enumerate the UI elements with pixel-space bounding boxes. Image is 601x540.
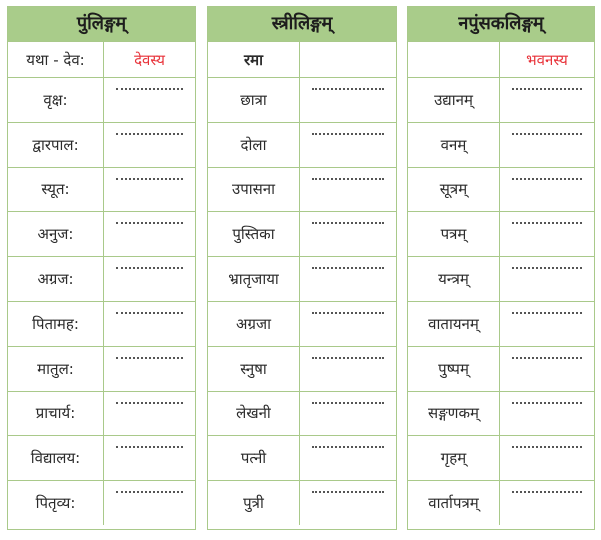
dotted-line: [116, 88, 183, 90]
dotted-line: [116, 446, 183, 448]
dotted-line: [312, 178, 384, 180]
feminine-answer-blank[interactable]: [300, 212, 396, 256]
dotted-line: [312, 402, 384, 404]
feminine-answer-blank[interactable]: [300, 347, 396, 391]
dotted-line: [512, 178, 582, 180]
masculine-word-row: [8, 167, 195, 212]
neuter-answer-blank[interactable]: [500, 257, 594, 301]
dotted-line: [512, 312, 582, 314]
dotted-line: [312, 88, 384, 90]
neuter-word: पुष्पम्: [408, 347, 500, 391]
feminine-example-row: [208, 41, 396, 77]
feminine-word-row: [208, 256, 396, 301]
masculine-word: मातुल:: [8, 347, 104, 391]
dotted-line: [312, 222, 384, 224]
masculine-example-row: [8, 41, 195, 77]
dotted-line: [116, 491, 183, 493]
masculine-word: द्वारपाल:: [8, 123, 104, 167]
neuter-word: पत्रम्: [408, 212, 500, 256]
feminine-word-row: [208, 391, 396, 436]
neuter-word: उद्यानम्: [408, 78, 500, 122]
neuter-word: वार्तापत्रम्: [408, 481, 500, 525]
neuter-answer-blank[interactable]: [500, 481, 594, 525]
neuter-word: सङ्गणकम्: [408, 392, 500, 436]
dotted-line: [512, 357, 582, 359]
masculine-word-row: [8, 256, 195, 301]
feminine-table: [207, 6, 397, 530]
feminine-word-row: [208, 435, 396, 480]
feminine-answer-blank[interactable]: [300, 436, 396, 480]
masculine-word-row: [8, 435, 195, 480]
neuter-example-answer: भवनस्य: [526, 50, 568, 69]
feminine-word-row: [208, 301, 396, 346]
masculine-answer-blank[interactable]: [104, 302, 195, 346]
feminine-word-row: [208, 346, 396, 391]
neuter-word: यन्त्रम्: [408, 257, 500, 301]
masculine-answer-blank[interactable]: [104, 347, 195, 391]
dotted-line: [312, 446, 384, 448]
masculine-word: वृक्ष:: [8, 78, 104, 122]
masculine-answer-blank[interactable]: [104, 481, 195, 525]
dotted-line: [116, 357, 183, 359]
masculine-word: स्यूत:: [8, 168, 104, 212]
feminine-word: अग्रजा: [208, 302, 300, 346]
masculine-word: अनुज:: [8, 212, 104, 256]
masculine-word-row: [8, 391, 195, 436]
masculine-example-word: यथा - देव:: [8, 42, 104, 77]
neuter-answer-blank[interactable]: [500, 212, 594, 256]
masculine-table: [7, 6, 196, 530]
masculine-example-answer-cell: [104, 42, 195, 77]
feminine-word: पुत्री: [208, 481, 300, 525]
feminine-example-answer: [300, 42, 396, 77]
neuter-word-row: [408, 256, 594, 301]
dotted-line: [512, 491, 582, 493]
neuter-word-row: [408, 435, 594, 480]
dotted-line: [116, 402, 183, 404]
masculine-word: प्राचार्य:: [8, 392, 104, 436]
feminine-word-row: [208, 77, 396, 122]
masculine-header: पुंलिङ्गम्: [8, 7, 195, 41]
dotted-line: [512, 88, 582, 90]
neuter-word: गृहम्: [408, 436, 500, 480]
feminine-word: छात्रा: [208, 78, 300, 122]
feminine-answer-blank[interactable]: [300, 481, 396, 525]
feminine-answer-blank[interactable]: [300, 392, 396, 436]
feminine-example-word: रमा: [208, 42, 300, 77]
neuter-word-row: [408, 211, 594, 256]
masculine-answer-blank[interactable]: [104, 257, 195, 301]
dotted-line: [512, 133, 582, 135]
neuter-header: नपुंसकलिङ्गम्: [408, 7, 594, 41]
dotted-line: [512, 402, 582, 404]
masculine-word: पितामह:: [8, 302, 104, 346]
neuter-answer-blank[interactable]: [500, 347, 594, 391]
feminine-word: पत्नी: [208, 436, 300, 480]
masculine-answer-blank[interactable]: [104, 436, 195, 480]
neuter-example-answer-cell: [500, 42, 594, 77]
feminine-word-row: [208, 122, 396, 167]
neuter-word-row: [408, 77, 594, 122]
feminine-word-row: [208, 211, 396, 256]
masculine-answer-blank[interactable]: [104, 168, 195, 212]
feminine-header: स्त्रीलिङ्गम्: [208, 7, 396, 41]
dotted-line: [312, 267, 384, 269]
masculine-word: विद्यालय:: [8, 436, 104, 480]
feminine-word: भ्रातृजाया: [208, 257, 300, 301]
neuter-answer-blank[interactable]: [500, 436, 594, 480]
dotted-line: [312, 312, 384, 314]
dotted-line: [116, 222, 183, 224]
neuter-word: सूत्रम्: [408, 168, 500, 212]
feminine-word: उपासना: [208, 168, 300, 212]
feminine-answer-blank[interactable]: [300, 78, 396, 122]
neuter-answer-blank[interactable]: [500, 123, 594, 167]
masculine-word-row: [8, 301, 195, 346]
masculine-answer-blank[interactable]: [104, 392, 195, 436]
neuter-word: वनम्: [408, 123, 500, 167]
feminine-word: दोला: [208, 123, 300, 167]
dotted-line: [512, 446, 582, 448]
neuter-answer-blank[interactable]: [500, 78, 594, 122]
masculine-word: पितृव्य:: [8, 481, 104, 525]
neuter-word: वातायनम्: [408, 302, 500, 346]
dotted-line: [116, 312, 183, 314]
masculine-word-row: [8, 211, 195, 256]
neuter-answer-blank[interactable]: [500, 392, 594, 436]
dotted-line: [312, 491, 384, 493]
neuter-example-word: [408, 42, 500, 77]
dotted-line: [116, 133, 183, 135]
dotted-line: [312, 357, 384, 359]
neuter-word-row: [408, 122, 594, 167]
neuter-word-row: [408, 391, 594, 436]
feminine-answer-blank[interactable]: [300, 168, 396, 212]
feminine-word-row: [208, 167, 396, 212]
masculine-word-row: [8, 122, 195, 167]
neuter-word-row: [408, 480, 594, 525]
neuter-table: [407, 6, 595, 530]
neuter-example-row: [408, 41, 594, 77]
neuter-word-row: [408, 167, 594, 212]
feminine-example-answer-cell: [300, 42, 396, 77]
dotted-line: [512, 267, 582, 269]
feminine-word-row: [208, 480, 396, 525]
dotted-line: [312, 133, 384, 135]
dotted-line: [512, 222, 582, 224]
feminine-word: स्नुषा: [208, 347, 300, 391]
feminine-answer-blank[interactable]: [300, 302, 396, 346]
neuter-word-row: [408, 346, 594, 391]
masculine-word-row: [8, 77, 195, 122]
masculine-answer-blank[interactable]: [104, 123, 195, 167]
masculine-answer-blank[interactable]: [104, 78, 195, 122]
feminine-answer-blank[interactable]: [300, 123, 396, 167]
neuter-answer-blank[interactable]: [500, 168, 594, 212]
masculine-example-answer: देवस्य: [134, 50, 165, 69]
dotted-line: [116, 267, 183, 269]
feminine-word: पुस्तिका: [208, 212, 300, 256]
feminine-answer-blank[interactable]: [300, 257, 396, 301]
neuter-word-row: [408, 301, 594, 346]
masculine-word-row: [8, 480, 195, 525]
neuter-answer-blank[interactable]: [500, 302, 594, 346]
dotted-line: [116, 178, 183, 180]
masculine-answer-blank[interactable]: [104, 212, 195, 256]
masculine-word: अग्रज:: [8, 257, 104, 301]
masculine-word-row: [8, 346, 195, 391]
feminine-word: लेखनी: [208, 392, 300, 436]
